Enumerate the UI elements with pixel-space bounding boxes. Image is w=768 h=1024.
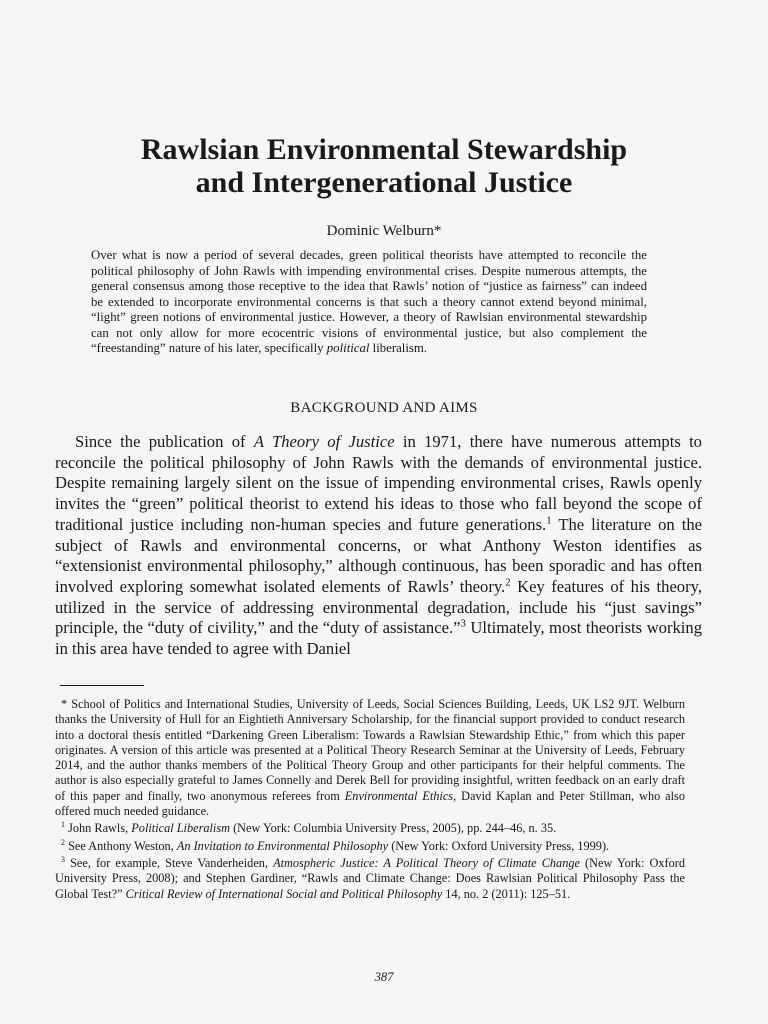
footnote-divider [60, 685, 144, 686]
cited-title: Political Liberalism [131, 821, 230, 836]
footnote-text: See, for example, Steve Vanderheiden, [65, 855, 274, 870]
footnote-text: See Anthony Weston, [65, 838, 177, 853]
body-paragraph [55, 432, 702, 660]
footnotes [55, 697, 685, 904]
footnote-mark: 1 [61, 820, 65, 830]
footnote-text: (New York: Oxford University Press, 1999). [388, 838, 610, 853]
footnote-text: (New York: Oxford University Press, 2008); and Stephen Gardiner, “Rawls and Climate Change: Does Rawlsian Political Philosophy Pass the Global Test?” [55, 855, 685, 901]
footnote-text: John Rawls, [65, 821, 132, 836]
section-heading: BACKGROUND AND AIMS [290, 400, 478, 416]
abstract [91, 248, 647, 357]
body-text [55, 432, 702, 660]
body-sentence: Key features of his theory, utilized in the service of addressing environmental degradation, include his “just savings” principle, the “duty of civility,” and the “duty of assistance.” [55, 576, 702, 638]
abstract-text-end: liberalism. [369, 341, 428, 355]
article-title-line-1: Rawlsian Environmental Stewardship [140, 133, 628, 166]
article-title [0, 133, 768, 199]
footnote-text: 14, no. 2 (2011): 125–51. [442, 886, 571, 901]
journal-title: Environmental Ethics [344, 788, 454, 803]
footnote-ref-2[interactable]: 2 [505, 576, 511, 589]
footnote-text: (New York: Columbia University Press, 2005), pp. 244–46, n. 35. [230, 821, 557, 836]
footnote-1 [55, 821, 685, 836]
page-number: 387 [374, 970, 394, 984]
body-sentence: Since the publication of [75, 432, 254, 451]
author-name: Dominic Welburn* [326, 223, 442, 239]
cited-journal: Critical Review of International Social and Political Philosophy [125, 886, 443, 901]
body-sentence: The literature on the subject of Rawls and environmental concerns, or what Anthony Weston identifies as “extensionist environmental philosophy,” although continuous, has been sporadic and has often involved exploring somewhat isolated elements of Rawls’ theory. [55, 514, 703, 596]
cited-title: An Invitation to Environmental Philosophy [176, 838, 389, 853]
abstract-text: Over what is now a period of several decades, green political theorists have attempted to reconcile the political philosophy of John Rawls with impending environmental crises. Despite numerous attempts, the general consensus among those receptive to the idea that Rawls’ notion of “justice as fairness” can indeed be extended to incorporate environmental concerns is that such a theory cannot extend beyond minimal, “light” green notions of environmental justice. However, a theory of Rawlsian environmental stewardship can not only allow for more ecocentric visions of environmental justice, but also complement the “freestanding” nature of his later, specifically [91, 248, 647, 355]
footnote-text: , David Kaplan and Peter Stillman, who also offered much needed guidance. [55, 788, 685, 819]
body-sentence: Ultimately, most theorists working in this area have tended to agree with Daniel [55, 618, 702, 659]
footnote-text: School of Politics and International Studies, University of Leeds, Social Sciences Building, Leeds, UK LS2 9JT. Welburn thanks the University of Hull for an Eightieth Anniversary Scholarship, for the financial support provided to conduct research into a doctoral thesis entitled “Darkening Green Liberalism: Towards a Rawlsian Stewardship Ethic,” from which this paper originates. A version of this article was presented at a Political Theory Research Seminar at the University of Leeds, February 2014, and the author thanks members of the Political Theory Group and other participants for their helpful comments. The author is also especially grateful to James Connelly and Derek Bell for providing insightful, written feedback on an early draft of this paper and finally, two anonymous referees from [55, 697, 685, 803]
footnote-mark: 2 [61, 837, 65, 847]
footnote-3 [55, 856, 685, 902]
footnote-ref-1[interactable]: 1 [546, 514, 552, 527]
footnote-2 [55, 839, 685, 854]
body-sentence: in 1971, there have numerous attempts to reconcile the political philosophy of John Rawls with the demands of environmental justice. Despite remaining largely silent on the issue of impending environmental crises, Rawls openly invites the “green” political theorist to extend his ideas to those who fall beyond the scope of traditional justice including non-human species and future generations. [55, 432, 702, 534]
book-title: A Theory of Justice [253, 432, 395, 451]
abstract-emphasis: political [326, 341, 370, 355]
cited-title: Atmospheric Justice: A Political Theory of Climate Change [273, 855, 580, 870]
article-title-line-2: and Intergenerational Justice [195, 166, 573, 199]
footnote-affiliation [55, 697, 685, 819]
footnote-ref-3[interactable]: 3 [460, 617, 466, 630]
footnote-mark: 3 [61, 854, 65, 864]
footnote-mark: * [61, 697, 72, 711]
